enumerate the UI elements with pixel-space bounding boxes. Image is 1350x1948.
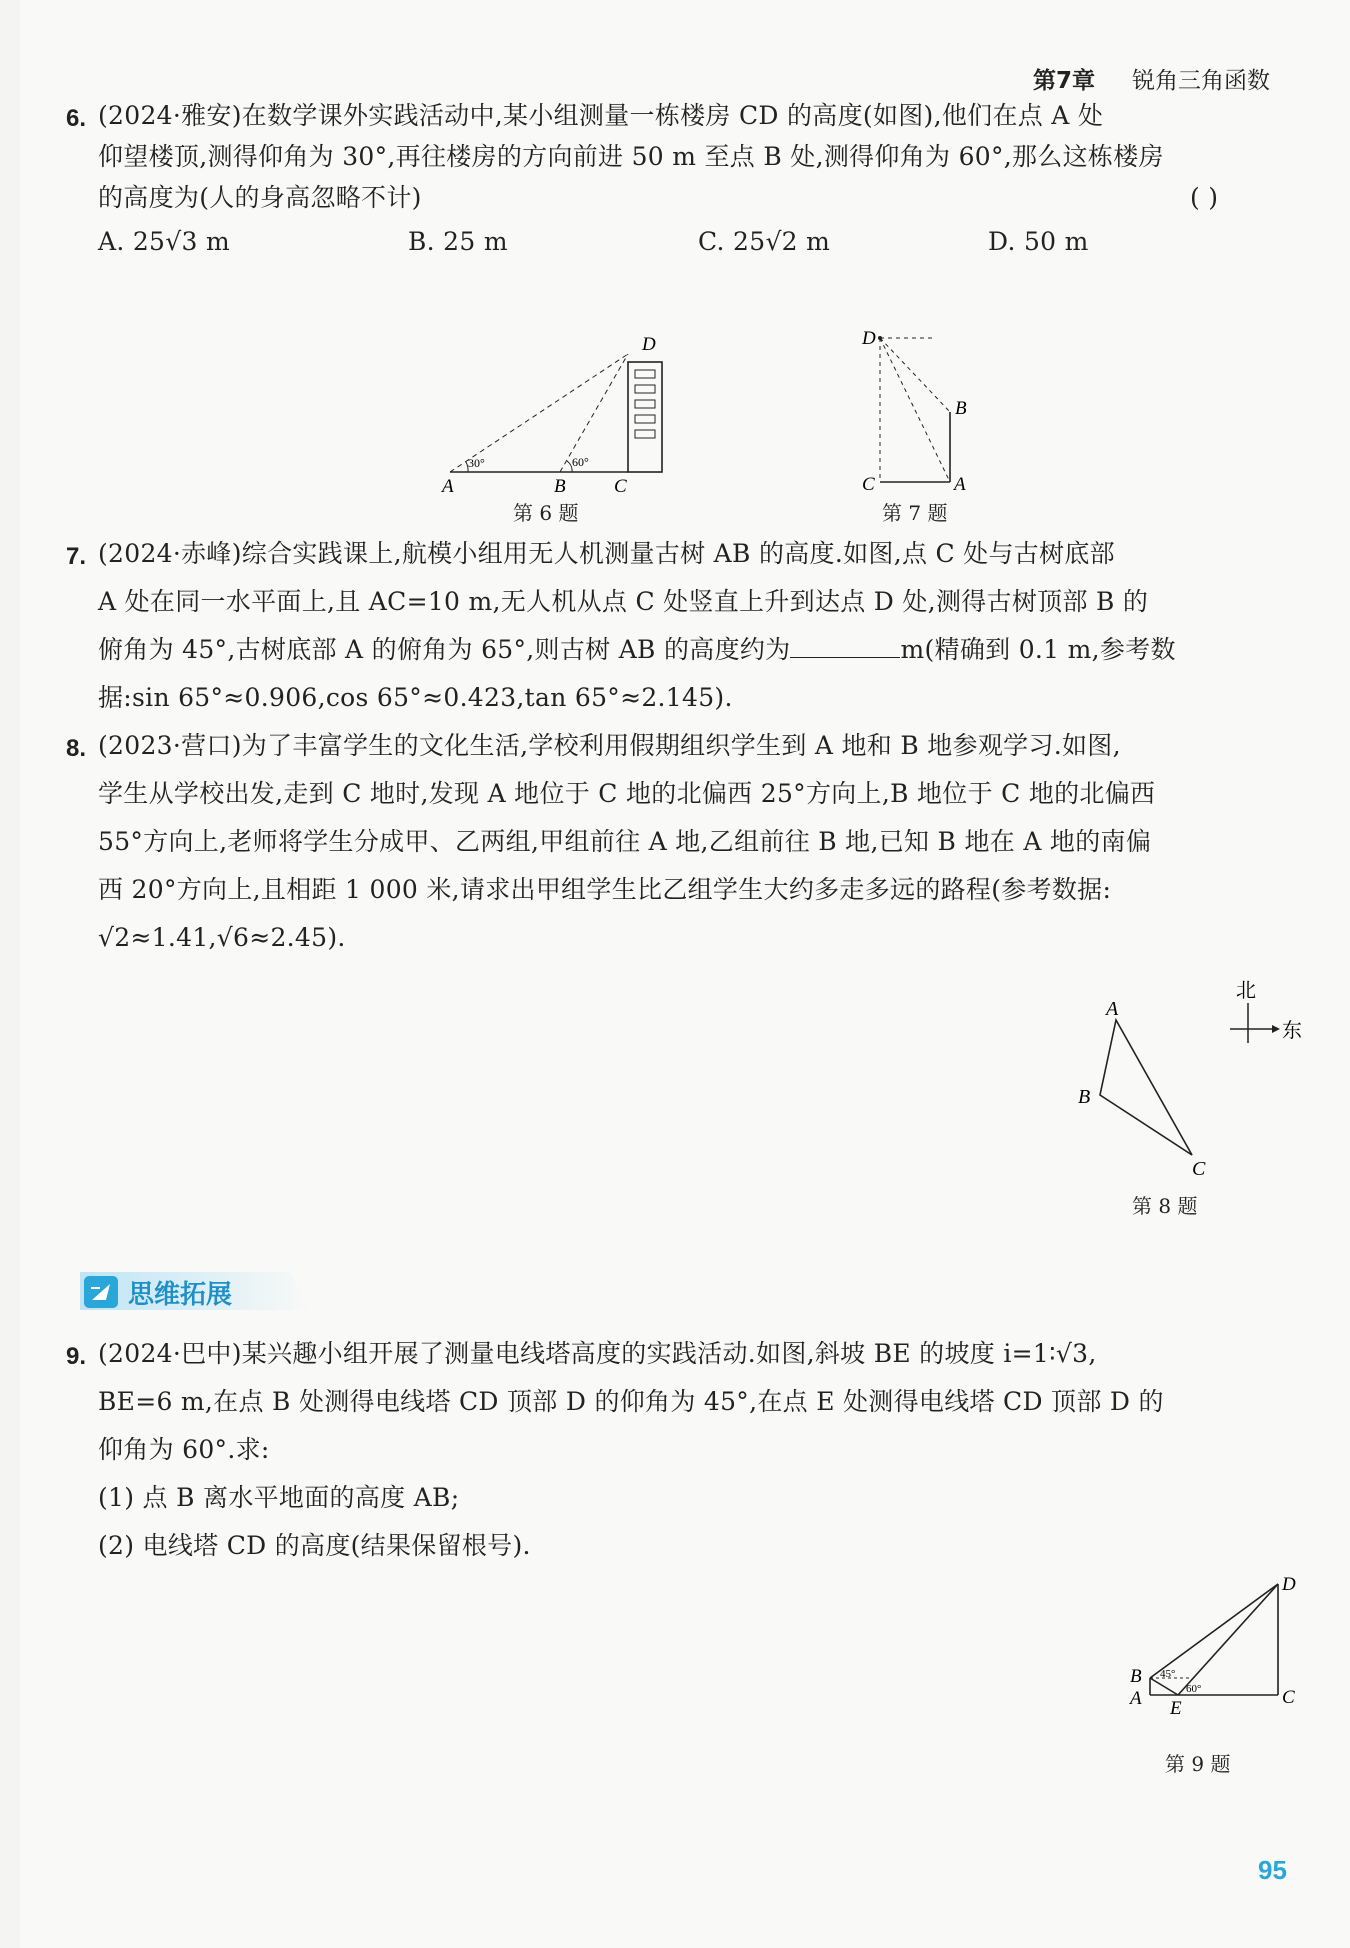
question-6-line-3: 的高度为(人的身高忽略不计)	[98, 183, 422, 212]
section-title: 思维拓展	[128, 1280, 233, 1310]
fig8-label-a: A	[1106, 998, 1119, 1020]
fig9-label-c: C	[1282, 1687, 1295, 1708]
fig6-angle-30: 30°	[468, 456, 485, 470]
option-c: C. 25√2 m	[698, 227, 831, 256]
figure-9-caption: 第 9 题	[1165, 1752, 1231, 1776]
chapter-label: 第7章	[1033, 68, 1096, 94]
question-7-line-4: 据:sin 65°≈0.906,cos 65°≈0.423,tan 65°≈2.145).	[98, 683, 733, 712]
figure-6-diagram	[420, 330, 700, 495]
question-8-line-1: (2023·营口)为了丰富学生的文化生活,学校利用假期组织学生到 A 地和 B 地参观学习.如图,	[98, 731, 1121, 760]
fig6-angle-60: 60°	[572, 455, 589, 469]
question-9-number: 9.	[66, 1343, 87, 1370]
question-7-line-3-text: 俯角为 45°,古树底部 A 的俯角为 65°,则古树 AB 的高度约为	[98, 635, 791, 664]
fig9-angle-60: 60°	[1186, 1683, 1202, 1695]
option-b: B. 25 m	[408, 227, 508, 256]
question-8-line-4: 西 20°方向上,且相距 1 000 米,请求出甲组学生比乙组学生大约多走多远的路程(参考数据:	[98, 875, 1112, 904]
fig7-label-c: C	[862, 474, 875, 495]
question-6-line-1: (2024·雅安)在数学课外实践活动中,某小组测量一栋楼房 CD 的高度(如图),他们在点 A 处	[98, 101, 1104, 130]
question-6-number: 6.	[66, 105, 87, 132]
figure-8-diagram	[1060, 975, 1330, 1175]
answer-blank[interactable]	[790, 633, 900, 658]
option-a: A. 25√3 m	[98, 227, 230, 256]
question-9-line-1: (2024·巴中)某兴趣小组开展了测量电线塔高度的实践活动.如图,斜坡 BE 的坡度 i=1∶√3,	[98, 1339, 1097, 1368]
question-7-line-1: (2024·赤峰)综合实践课上,航模小组用无人机测量古树 AB 的高度.如图,点 C 处与古树底部	[98, 539, 1115, 568]
compass-east: 东	[1282, 1020, 1302, 1042]
question-7-number: 7.	[66, 543, 87, 570]
figure-7-caption: 第 7 题	[882, 501, 948, 525]
fig6-label-d: D	[642, 334, 656, 355]
fig9-label-b: B	[1130, 1666, 1142, 1687]
question-9-line-3: 仰角为 60°.求:	[98, 1435, 270, 1464]
figure-8-caption: 第 8 题	[1132, 1194, 1198, 1218]
page-number: 95	[1258, 1855, 1287, 1885]
answer-bracket: ( )	[1190, 183, 1219, 212]
fig7-label-d: D	[862, 328, 876, 349]
compass-north: 北	[1236, 980, 1256, 1002]
question-7-line-2: A 处在同一水平面上,且 AC=10 m,无人机从点 C 处竖直上升到达点 D 处,测得古树顶部 B 的	[98, 587, 1149, 616]
question-8-line-3: 55°方向上,老师将学生分成甲、乙两组,甲组前往 A 地,乙组前往 B 地,已知 B 地在 A 地的南偏	[98, 827, 1152, 856]
option-d: D. 50 m	[988, 227, 1089, 256]
fig9-label-a: A	[1130, 1688, 1142, 1709]
question-6-line-2: 仰望楼顶,测得仰角为 30°,再往楼房的方向前进 50 m 至点 B 处,测得仰角为 60°,那么这栋楼房	[98, 142, 1164, 171]
chapter-title: 锐角三角函数	[1132, 68, 1270, 94]
fig8-label-c: C	[1192, 1158, 1206, 1175]
fig9-label-e: E	[1170, 1698, 1182, 1719]
question-9-part-2: (2) 电线塔 CD 的高度(结果保留根号).	[98, 1531, 531, 1560]
figure-6-caption: 第 6 题	[513, 501, 579, 525]
fig8-label-b: B	[1078, 1086, 1091, 1108]
question-8-line-2: 学生从学校出发,走到 C 地时,发现 A 地位于 C 地的北偏西 25°方向上,B 地位于 C 地的北偏西	[98, 779, 1156, 808]
fig7-label-b: B	[955, 398, 967, 419]
question-8-number: 8.	[66, 735, 87, 762]
textbook-page	[20, 0, 1350, 1948]
figure-9-diagram	[1120, 1570, 1320, 1745]
fig9-label-d: D	[1282, 1574, 1296, 1595]
question-7-line-3	[98, 626, 1176, 674]
fig7-label-a: A	[954, 474, 966, 495]
question-9-part-1: (1) 点 B 离水平地面的高度 AB;	[98, 1483, 460, 1512]
fig6-label-b: B	[554, 476, 566, 495]
question-8-line-5: √2≈1.41,√6≈2.45).	[98, 923, 346, 952]
question-9-line-2: BE=6 m,在点 B 处测得电线塔 CD 顶部 D 的仰角为 45°,在点 E 处测得电线塔 CD 顶部 D 的	[98, 1387, 1164, 1416]
fig9-angle-45: 45°	[1160, 1668, 1176, 1680]
figure-7-diagram	[860, 320, 1000, 495]
question-7-line-3-end: m(精确到 0.1 m,参考数	[900, 635, 1176, 664]
fig6-label-c: C	[614, 476, 627, 495]
fig6-label-a: A	[442, 476, 454, 495]
